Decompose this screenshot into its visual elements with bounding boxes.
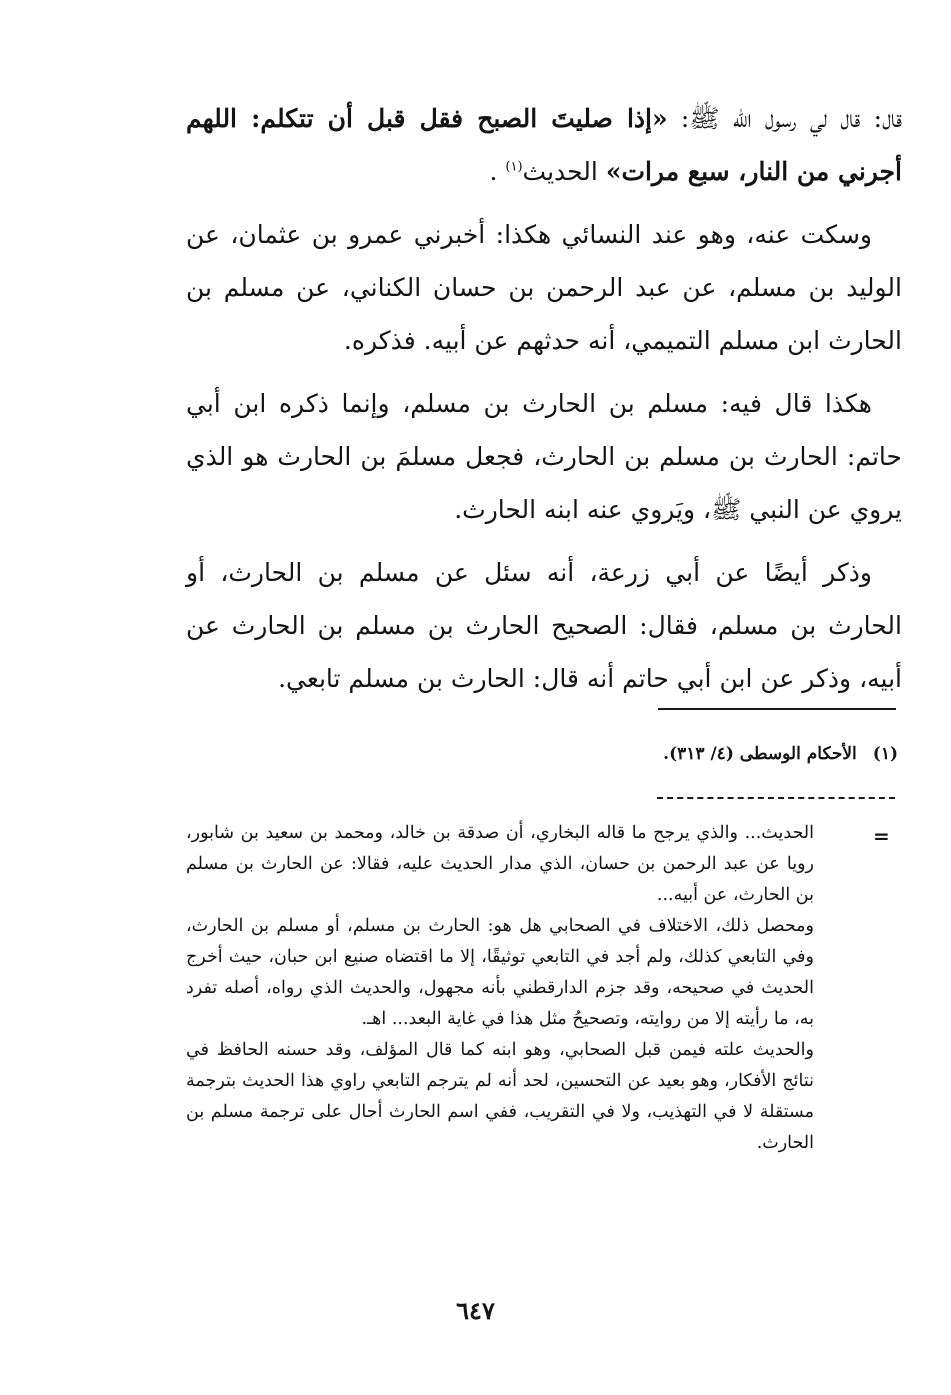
footnote-number: (١) bbox=[872, 744, 898, 764]
paragraph-hadith bbox=[186, 92, 902, 198]
paragraph-nasai: وسكت عنه، وهو عند النسائي هكذا: أخبرني عمرو بن عثمان، عن الوليد بن مسلم، عن عبد الرحمن بن حسان الكناني، عن مسلم بن الحارث ابن مسلم التميمي، أنه حدثهم عن أبيه. فذكره. bbox=[186, 220, 902, 355]
continuation-separator bbox=[657, 797, 895, 799]
footnote-continuation bbox=[186, 818, 814, 1159]
continuation-paragraph-2: ومحصل ذلك، الاختلاف في الصحابي هل هو: الحارث بن مسلم، أو مسلم بن الحارث، وفي التابعي كذلك، ولم أجد في التابعي توثيقًا، إلا ما اقتضاه صنيع ابن حبان، حيث أخرج الحديث في صحيحه، وقد جزم الدارقطني بأنه مجهول، والحديث الذي رواه، أصله تفرد به، ما رأيته إلا من روايته، وتصحيحُ مثل هذا في غاية البعد... اهـ. bbox=[186, 916, 814, 1029]
continuation-mark: = bbox=[873, 824, 890, 848]
footnote-text: الأحكام الوسطى (٤/ ٣١٣). bbox=[663, 744, 857, 764]
paragraph-hadith-end: . bbox=[489, 157, 506, 186]
footnote bbox=[500, 740, 898, 768]
main-text bbox=[186, 92, 902, 715]
paragraph-hadith-tail: الحديث bbox=[522, 157, 606, 186]
continuation-paragraph-3: والحديث علته فيمن قبل الصحابي، وهو ابنه كما قال المؤلف، وقد حسنه الحافظ في نتائج الأفكار، وهو بعيد عن التحسين، لحد أنه لم يترجم التابعي راوي هذا الحديث بترجمة مستقلة لا في التهذيب، ولا في التقريب، ففي اسم الحارث أحال على ترجمة مسلم بن الحارث. bbox=[186, 1040, 814, 1153]
footnote-separator bbox=[658, 708, 896, 710]
continuation-paragraph-1: الحديث... والذي يرجح ما قاله البخاري، أن صدقة بن خالد، ومحمد بن سعيد بن شابور، رويا عن عبد الرحمن بن حسان، الذي مدار الحديث عليه، فقالا: عن الحارث بن مسلم بن الحارث، عن أبيه... bbox=[186, 823, 814, 905]
page-number: ٦٤٧ bbox=[456, 1296, 495, 1325]
footnote-ref[interactable]: (١) bbox=[505, 159, 523, 175]
paragraph-abu-zura: وذكر أيضًا عن أبي زرعة، أنه سئل عن مسلم بن الحارث، أو الحارث بن مسلم، فقال: الصحيح الحارث بن مسلم بن الحارث عن أبيه، وذكر عن ابن أبي حاتم أنه قال: الحارث بن مسلم تابعي. bbox=[186, 558, 902, 693]
paragraph-hadith-intro: قال: قال لي رسول الله ﷺ: bbox=[667, 104, 902, 133]
paragraph-ibn-abi-hatim: هكذا قال فيه: مسلم بن الحارث بن مسلم، وإنما ذكره ابن أبي حاتم: الحارث بن مسلم بن الحارث، فجعل مسلمَ بن الحارث هو الذي يروي عن النبي ﷺ، ويَروي عنه ابنه الحارث. bbox=[186, 389, 902, 524]
hadith-quote: «إذا صليتَ الصبح فقل قبل أن تتكلم: اللهم أجرني من النار، سبع مرات» bbox=[186, 104, 902, 186]
